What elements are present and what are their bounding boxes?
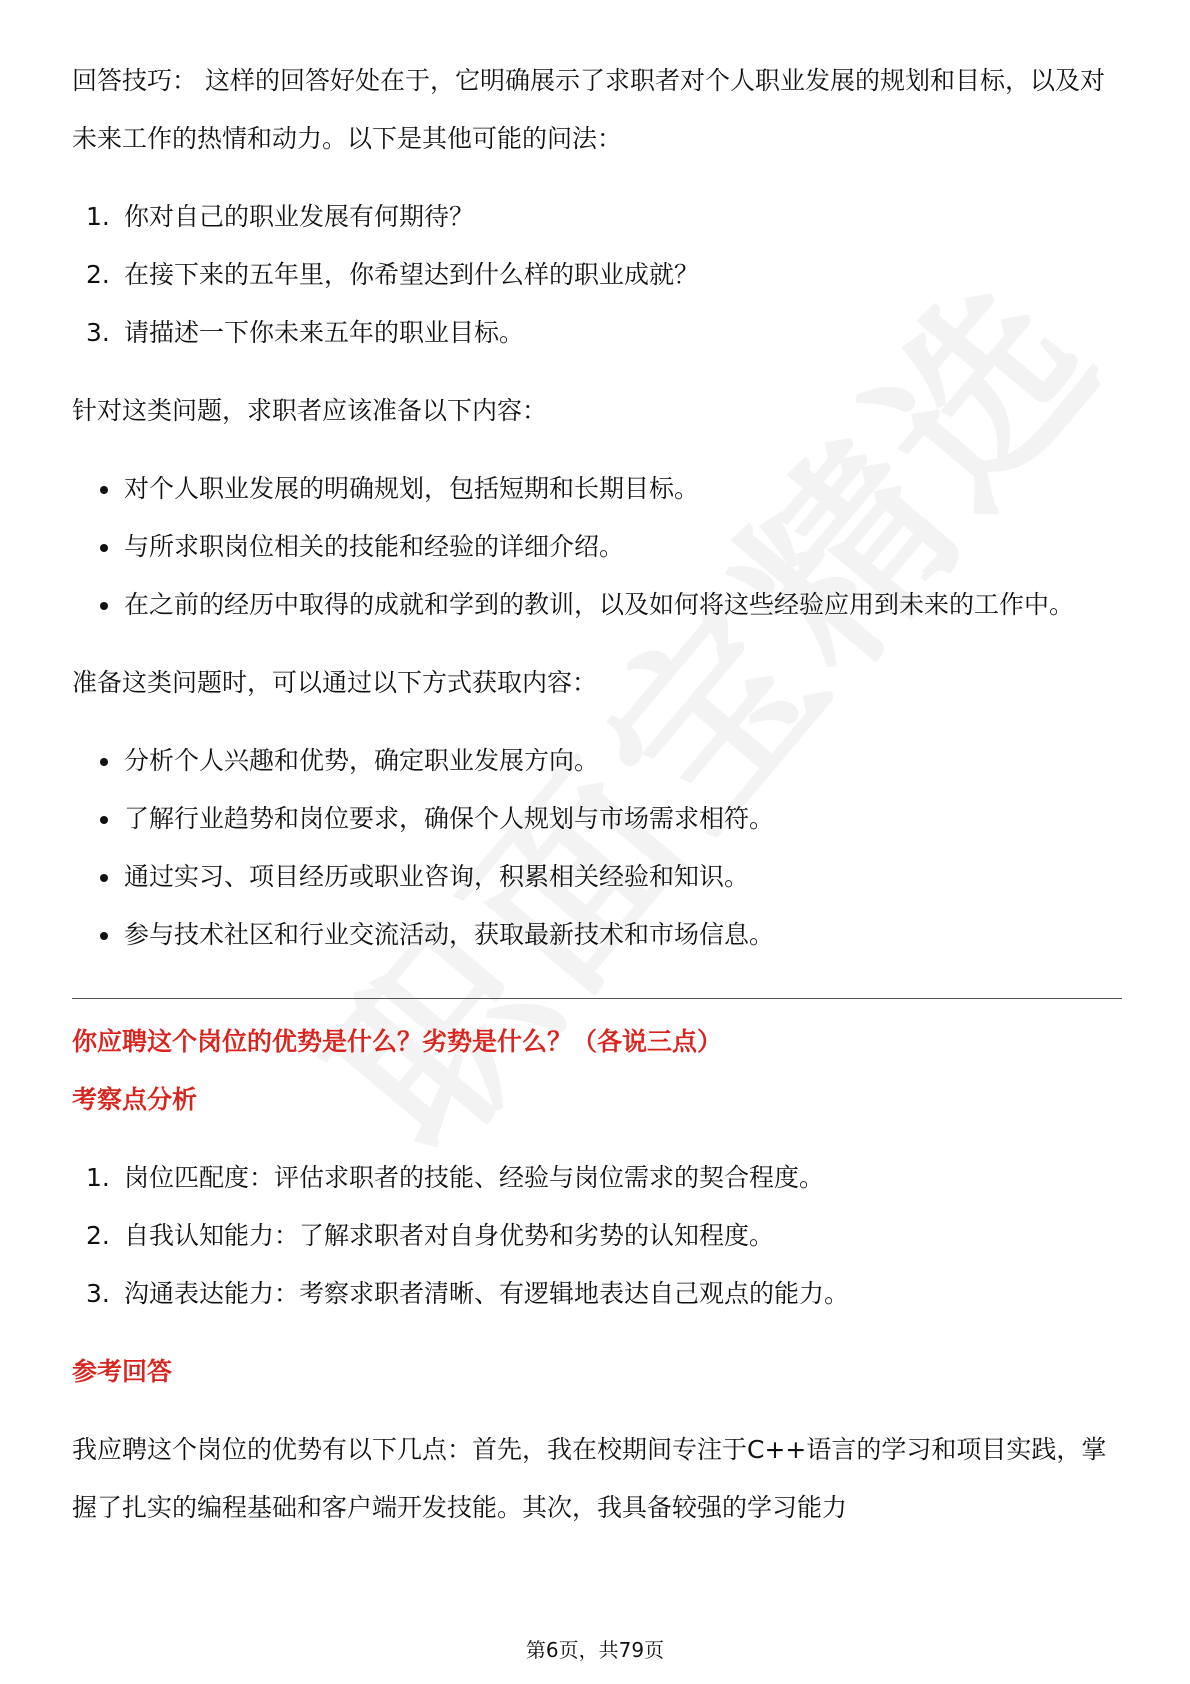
list-item: [72, 1207, 1122, 1265]
list-item-text: 自我认知能力：了解求职者对自身优势和劣势的认知程度。: [124, 1221, 775, 1250]
list-item: [72, 246, 1122, 304]
method-intro: 准备这类问题时，可以通过以下方式获取内容：: [72, 668, 598, 697]
list-item-text: 你对自己的职业发展有何期待？: [124, 202, 475, 231]
list-item: [72, 732, 1122, 790]
bullet-icon: [100, 874, 108, 882]
analysis-heading: 考察点分析: [72, 1085, 198, 1114]
page-footer: 第6页，共79页: [525, 1638, 665, 1662]
bullet-icon: [100, 932, 108, 940]
analysis-list: [72, 1149, 1122, 1323]
list-item-text: 岗位匹配度：评估求职者的技能、经验与岗位需求的契合程度。: [124, 1163, 825, 1192]
list-item-text: 了解行业趋势和岗位要求，确保个人规划与市场需求相符。: [124, 804, 775, 833]
list-item: [72, 188, 1122, 246]
list-item: [72, 518, 1122, 576]
list-item-text: 与所求职岗位相关的技能和经验的详细介绍。: [124, 532, 625, 561]
bullet-icon: [100, 544, 108, 552]
alt-questions-list: [72, 188, 1122, 362]
list-item: [72, 848, 1122, 906]
prepare-intro: 针对这类问题，求职者应该准备以下内容：: [72, 396, 548, 425]
list-number: 2.: [86, 260, 110, 289]
bullet-icon: [100, 758, 108, 766]
bullet-icon: [100, 486, 108, 494]
list-item-text: 分析个人兴趣和优势，确定职业发展方向。: [124, 746, 600, 775]
page-content: [72, 52, 1122, 1537]
list-item-text: 沟通表达能力：考察求职者清晰、有逻辑地表达自己观点的能力。: [124, 1279, 850, 1308]
bullet-icon: [100, 602, 108, 610]
list-item: [72, 460, 1122, 518]
question-title: 你应聘这个岗位的优势是什么？劣势是什么？（各说三点）: [72, 1027, 723, 1056]
list-item: [72, 576, 1122, 634]
list-number: 3.: [86, 318, 110, 347]
list-item-text: 通过实习、项目经历或职业咨询，积累相关经验和知识。: [124, 862, 750, 891]
answer-tip-paragraph: 回答技巧： 这样的回答好处在于，它明确展示了求职者对个人职业发展的规划和目标，以及对未来工作的热情和动力。以下是其他可能的问法：: [72, 66, 1105, 153]
list-item-text: 对个人职业发展的明确规划，包括短期和长期目标。: [124, 474, 700, 503]
reference-answer: 我应聘这个岗位的优势有以下几点：首先，我在校期间专注于C++语言的学习和项目实践，掌握了扎实的编程基础和客户端开发技能。其次，我具备较强的学习能力: [72, 1435, 1107, 1522]
list-item: [72, 1149, 1122, 1207]
list-number: 1.: [86, 202, 110, 231]
bullet-icon: [100, 816, 108, 824]
prepare-list: [72, 460, 1122, 634]
reference-heading: 参考回答: [72, 1357, 173, 1386]
list-number: 3.: [86, 1279, 110, 1308]
list-number: 1.: [86, 1163, 110, 1192]
list-number: 2.: [86, 1221, 110, 1250]
list-item-text: 参与技术社区和行业交流活动，获取最新技术和市场信息。: [124, 920, 775, 949]
list-item-text: 在之前的经历中取得的成就和学到的教训，以及如何将这些经验应用到未来的工作中。: [124, 590, 1075, 619]
list-item: [72, 790, 1122, 848]
list-item-text: 请描述一下你未来五年的职业目标。: [124, 318, 525, 347]
list-item: [72, 1265, 1122, 1323]
list-item: [72, 906, 1122, 964]
list-item: [72, 304, 1122, 362]
section-divider: [72, 998, 1122, 999]
method-list: [72, 732, 1122, 964]
list-item-text: 在接下来的五年里，你希望达到什么样的职业成就？: [124, 260, 700, 289]
